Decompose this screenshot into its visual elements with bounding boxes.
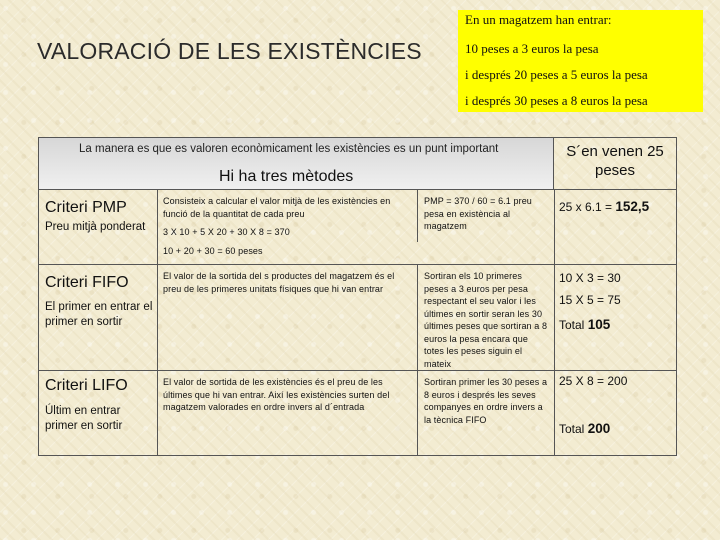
fifo-description: El valor de la sortida del s productes del magatzem és el preu de les primeres unitats físiques que hi van entrar bbox=[163, 271, 395, 294]
pmp-calculation: PMP = 370 / 60 = 6.1 preu pesa en existència al magatzem bbox=[424, 196, 532, 231]
sold-units-line-1: S´en venen 25 bbox=[566, 143, 664, 160]
lifo-result-1: 25 X 8 = 200 bbox=[559, 374, 628, 388]
methods-table bbox=[38, 137, 677, 456]
lifo-total-value: 200 bbox=[587, 421, 611, 436]
divider bbox=[554, 190, 555, 455]
pmp-result bbox=[559, 199, 649, 214]
criteri-lifo-subtitle: Últim en entrar primer en sortir bbox=[45, 405, 123, 432]
sold-units-line-2: peses bbox=[594, 162, 636, 179]
fifo-calculation: Sortiran els 10 primeres peses a 3 euros per pesa respectant el seu valor i les últimes en sortir seran les 30 últimes peses que sortiran a 8 euros la pesa encara que totes les peses siguin el mateix bbox=[424, 271, 548, 369]
criteri-pmp-title: Criteri PMP bbox=[45, 199, 127, 216]
fifo-result-1: 10 X 3 = 30 bbox=[559, 271, 621, 285]
entry-3: i després 30 peses a 8 euros la pesa bbox=[465, 93, 648, 108]
criteri-lifo-title: Criteri LIFO bbox=[45, 377, 128, 394]
fifo-total-label: Total bbox=[559, 318, 588, 332]
stock-entries-box bbox=[458, 10, 703, 112]
fifo-total-value: 105 bbox=[587, 317, 611, 332]
divider bbox=[39, 264, 676, 265]
pmp-formula-1: 3 X 10 + 5 X 20 + 30 X 8 = 370 bbox=[163, 227, 290, 237]
page-title: VALORACIÓ DE LES EXISTÈNCIES bbox=[37, 38, 422, 64]
lifo-total-label: Total bbox=[559, 422, 588, 436]
lifo-total bbox=[559, 421, 610, 436]
pmp-result-value: 152,5 bbox=[615, 199, 650, 214]
sold-units-header bbox=[554, 138, 676, 190]
header-title: Hi ha tres mètodes bbox=[219, 168, 354, 185]
divider bbox=[417, 264, 418, 455]
entries-heading: En un magatzem han entrar: bbox=[465, 12, 612, 27]
header-subtitle: La manera es que es valoren econòmicament les existències es un punt important bbox=[79, 143, 499, 155]
divider bbox=[417, 190, 418, 242]
table-header bbox=[39, 138, 554, 190]
criteri-pmp-subtitle: Preu mitjà ponderat bbox=[45, 221, 146, 233]
pmp-description: Consisteix a calcular el valor mitjà de les existències en funció de la quantitat de cada preu bbox=[163, 196, 391, 219]
pmp-formula-2: 10 + 20 + 30 = 60 peses bbox=[163, 246, 263, 256]
criteri-fifo-subtitle: El primer en entrar el primer en sortir bbox=[45, 301, 153, 328]
lifo-description: El valor de sortida de les existències és el preu de les últimes que hi van entrar. Així les existències surten del magatzem valorades en ordre invers al d´entrada bbox=[163, 377, 390, 412]
divider bbox=[157, 190, 158, 455]
entry-2: i després 20 peses a 5 euros la pesa bbox=[465, 67, 648, 82]
entry-1: 10 peses a 3 euros la pesa bbox=[465, 41, 599, 56]
fifo-total bbox=[559, 317, 610, 332]
divider bbox=[39, 370, 676, 371]
criteri-fifo-title: Criteri FIFO bbox=[45, 274, 129, 291]
fifo-result-2: 15 X 5 = 75 bbox=[559, 293, 621, 307]
lifo-calculation: Sortiran primer les 30 peses a 8 euros i després les seves companyes en ordre invers a la tècnica FIFO bbox=[424, 377, 548, 425]
pmp-result-prefix: 25 x 6.1 = bbox=[559, 200, 616, 214]
